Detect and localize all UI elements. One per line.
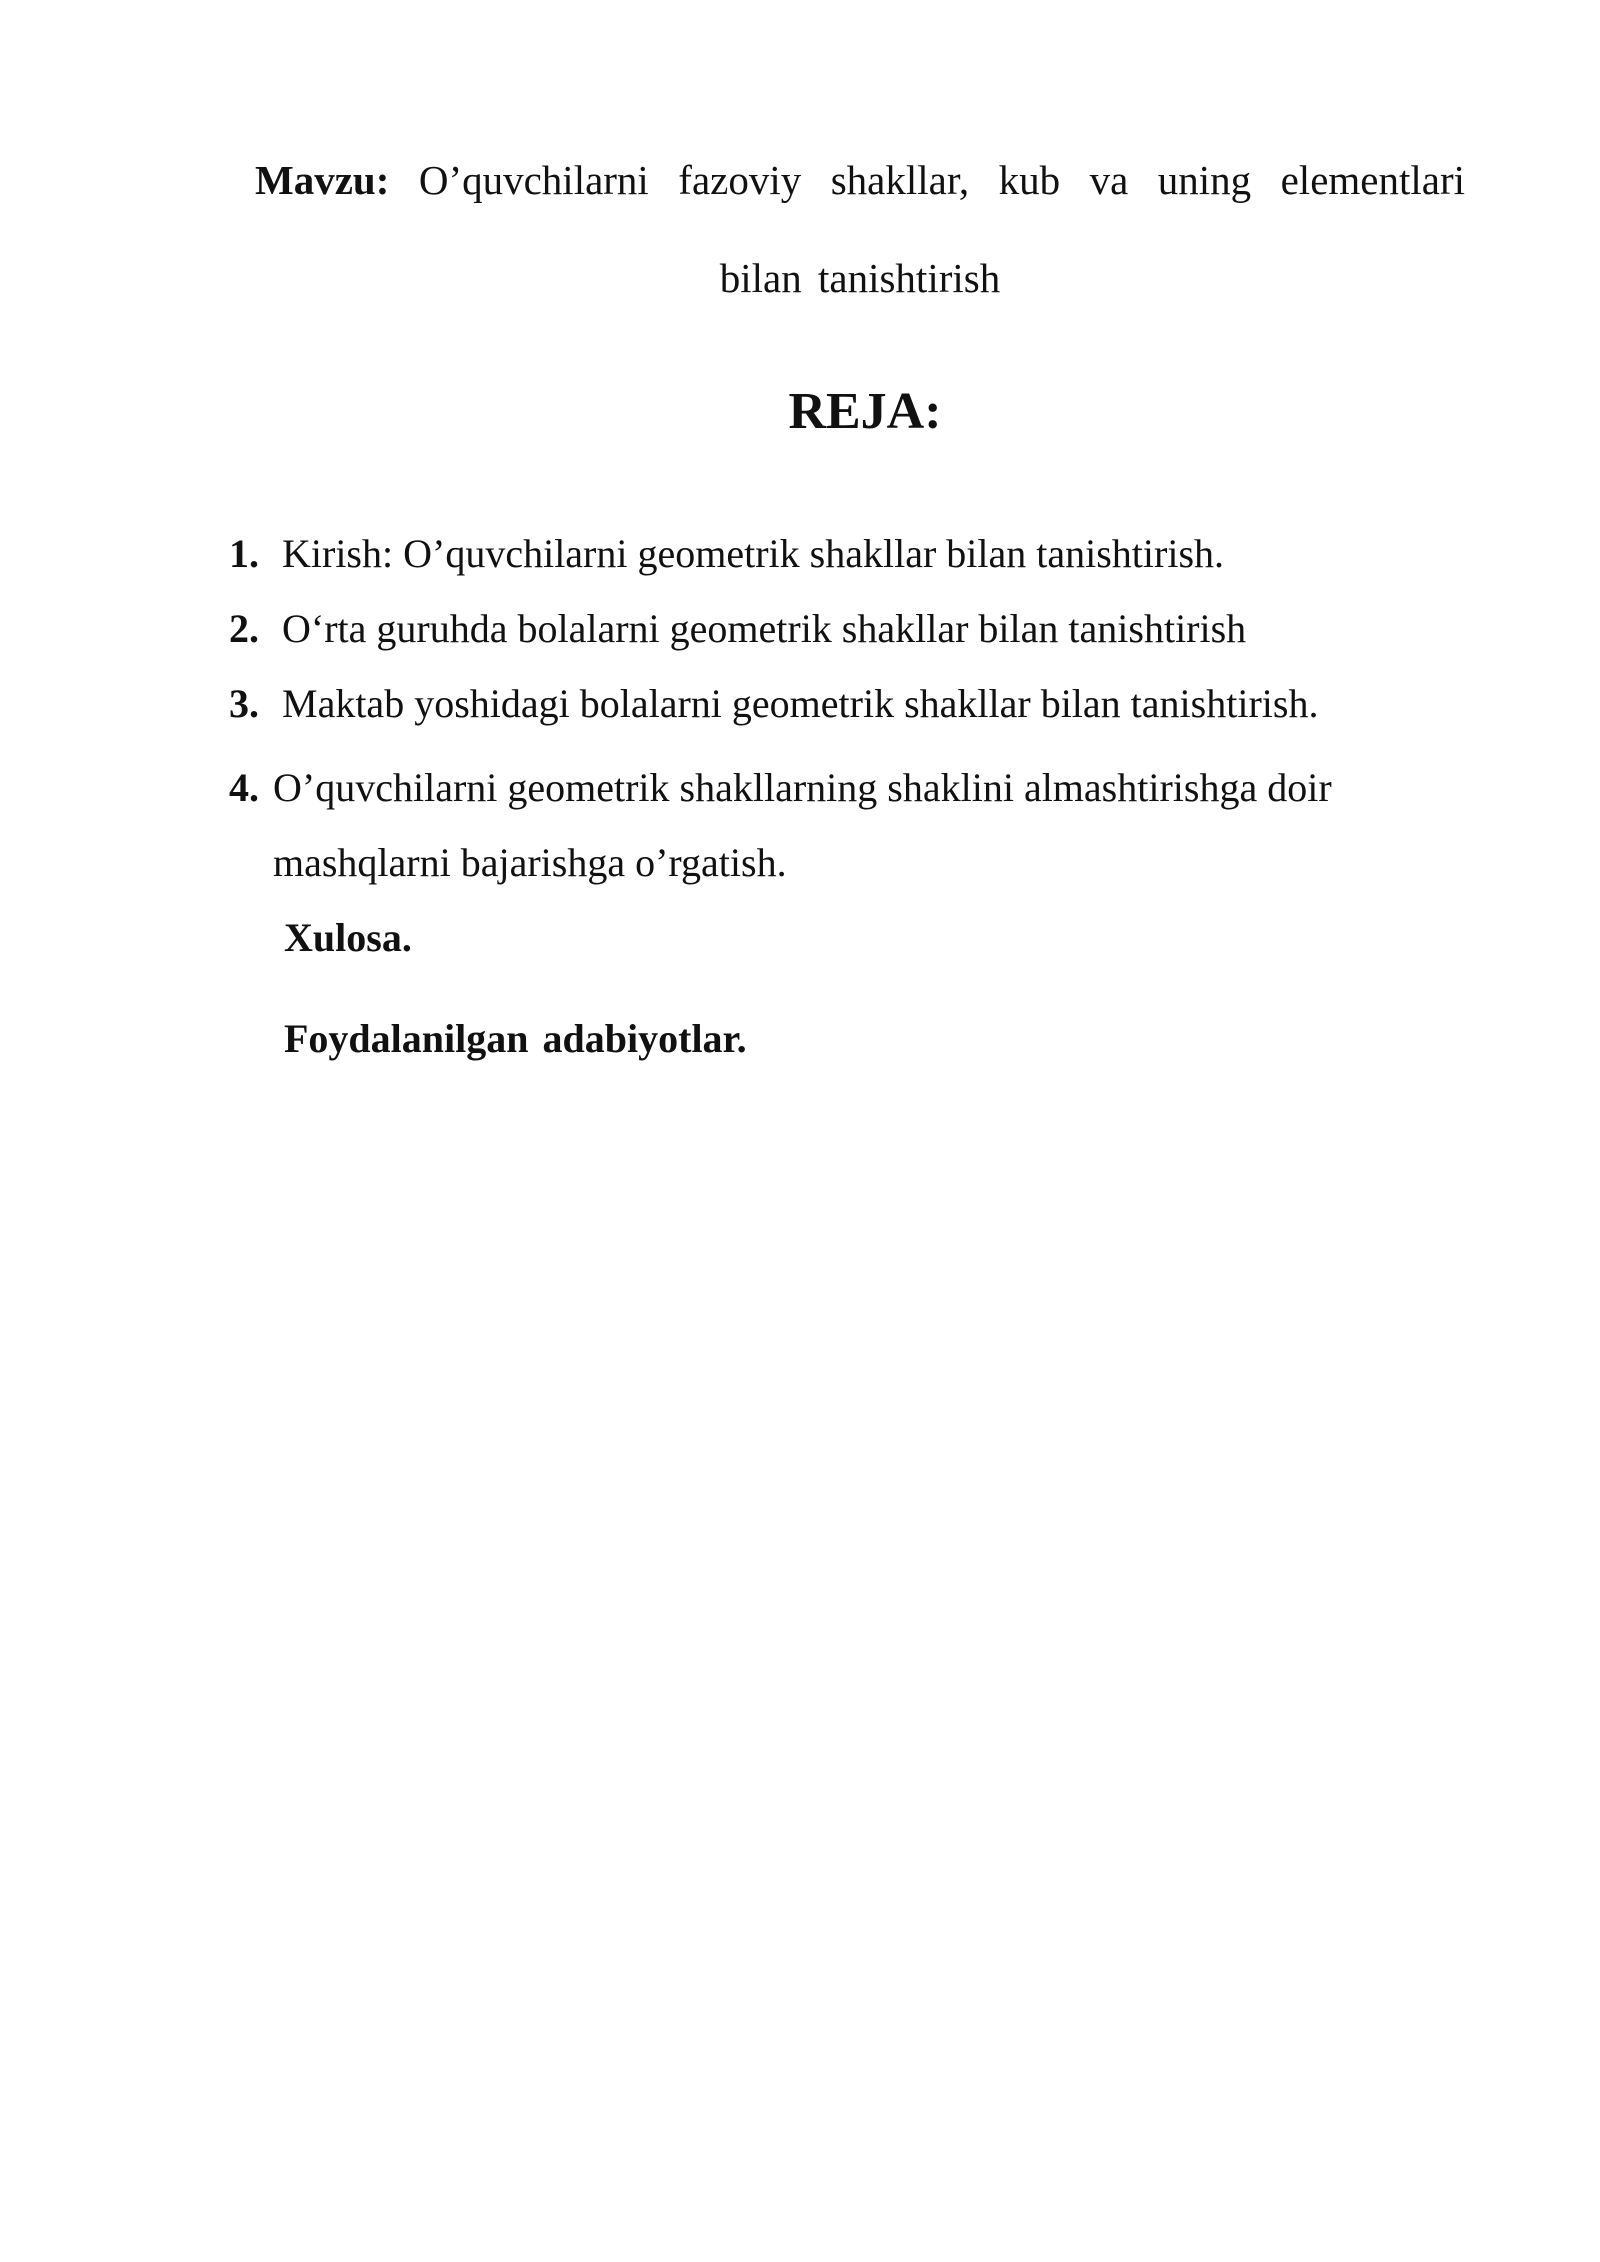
plan-item-number: 1. (229, 531, 259, 576)
plan-item-continuation: mashqlarni bajarishga o’rgatish. (273, 840, 787, 885)
topic-line (255, 150, 1465, 210)
plan-heading: REJA: (788, 383, 942, 440)
plan-item-text: O‘rta guruhda bolalarni geometrik shakllar bilan tanishtirish (282, 606, 1247, 651)
plan-item (229, 526, 1224, 582)
plan-item-number: 3. (229, 681, 259, 726)
plan-item (229, 760, 1332, 816)
plan-item-number: 4. (229, 765, 259, 810)
plan-item-text: O’quvchilarni geometrik shakllarning shaklini almashtirishga doir (273, 765, 1332, 810)
plan-item-text: Kirish: O’quvchilarni geometrik shakllar bilan tanishtirish. (282, 531, 1225, 576)
plan-item-text: Maktab yoshidagi bolalarni geometrik shakllar bilan tanishtirish. (282, 681, 1319, 726)
plan-item (229, 676, 1318, 732)
topic-text-continuation: bilan tanishtirish (719, 255, 1001, 301)
references-heading: Foydalanilgan adabiyotlar. (284, 1016, 747, 1061)
topic-label: Mavzu: (255, 157, 390, 203)
conclusion-heading: Xulosa. (284, 915, 412, 960)
plan-item-number: 2. (229, 606, 259, 651)
topic-text: O’quvchilarni fazoviy shakllar, kub va uning elementlari (418, 157, 1466, 203)
plan-item (229, 601, 1246, 657)
